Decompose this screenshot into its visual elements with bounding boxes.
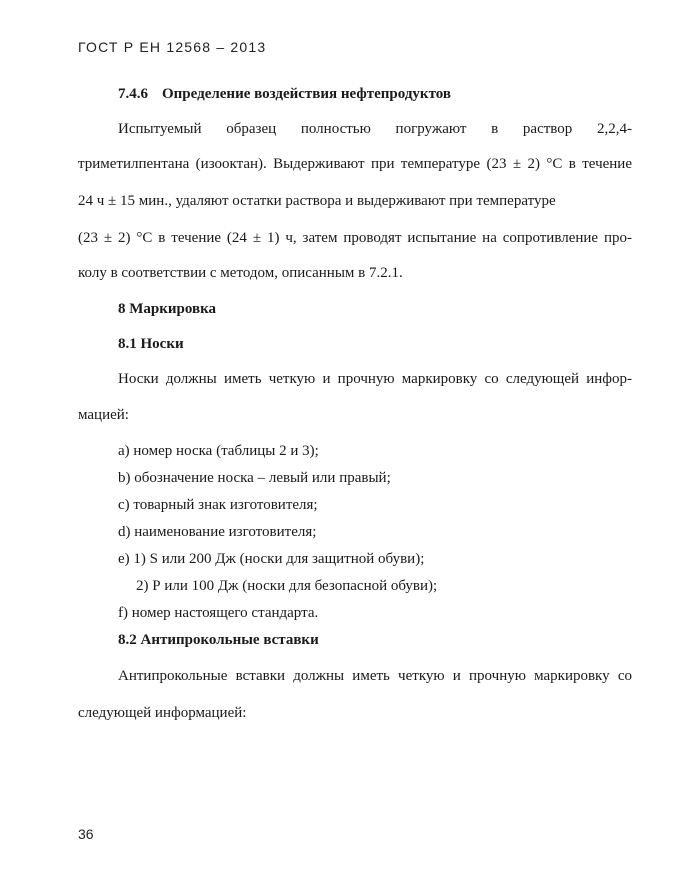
list-item: е) 1) S или 200 Дж (носки для защитной обуви); xyxy=(118,551,425,567)
list-item: f) номер настоящего стандарта. xyxy=(118,605,319,621)
paragraph-line: мацией: xyxy=(78,407,129,423)
paragraph-line: 24 ч ± 15 мин., удаляют остатки раствора и выдерживают при температуре xyxy=(78,193,556,209)
page-number: 36 xyxy=(78,826,94,842)
paragraph-line: (23 ± 2) °С в течение (24 ± 1) ч, затем проводят испытание на сопротивление про- xyxy=(78,230,632,246)
list-item: b) обозначение носка – левый или правый; xyxy=(118,470,391,486)
section-8-heading: 8 Маркировка xyxy=(118,301,217,317)
list-item: с) товарный знак изготовителя; xyxy=(118,497,318,513)
list-item: d) наименование изготовителя; xyxy=(118,524,317,540)
section-7-4-6-heading xyxy=(118,85,451,103)
paragraph-line: Испытуемый образец полностью погружают в раствор 2,2,4- xyxy=(118,121,632,137)
list-item: 2) Р или 100 Дж (носки для безопасной обуви); xyxy=(136,578,438,594)
paragraph-line: следующей информацией: xyxy=(78,705,247,721)
document-header: ГОСТ Р ЕН 12568 – 2013 xyxy=(78,39,267,55)
section-8-2-heading: 8.2 Антипрокольные вставки xyxy=(118,632,319,648)
paragraph-line: триметилпентана (изооктан). Выдерживают при температуре (23 ± 2) °С в течение xyxy=(78,156,632,172)
paragraph-line: колу в соответствии с методом, описанным в 7.2.1. xyxy=(78,265,403,281)
paragraph-line: Носки должны иметь четкую и прочную маркировку со следующей инфор- xyxy=(118,371,632,387)
section-8-1-heading: 8.1 Носки xyxy=(118,336,184,352)
paragraph-line: Антипрокольные вставки должны иметь четкую и прочную маркировку со xyxy=(118,668,632,684)
list-item: а) номер носка (таблицы 2 и 3); xyxy=(118,443,319,459)
section-title: Определение воздействия нефтепродуктов xyxy=(162,86,451,102)
section-number: 7.4.6 xyxy=(118,86,148,102)
